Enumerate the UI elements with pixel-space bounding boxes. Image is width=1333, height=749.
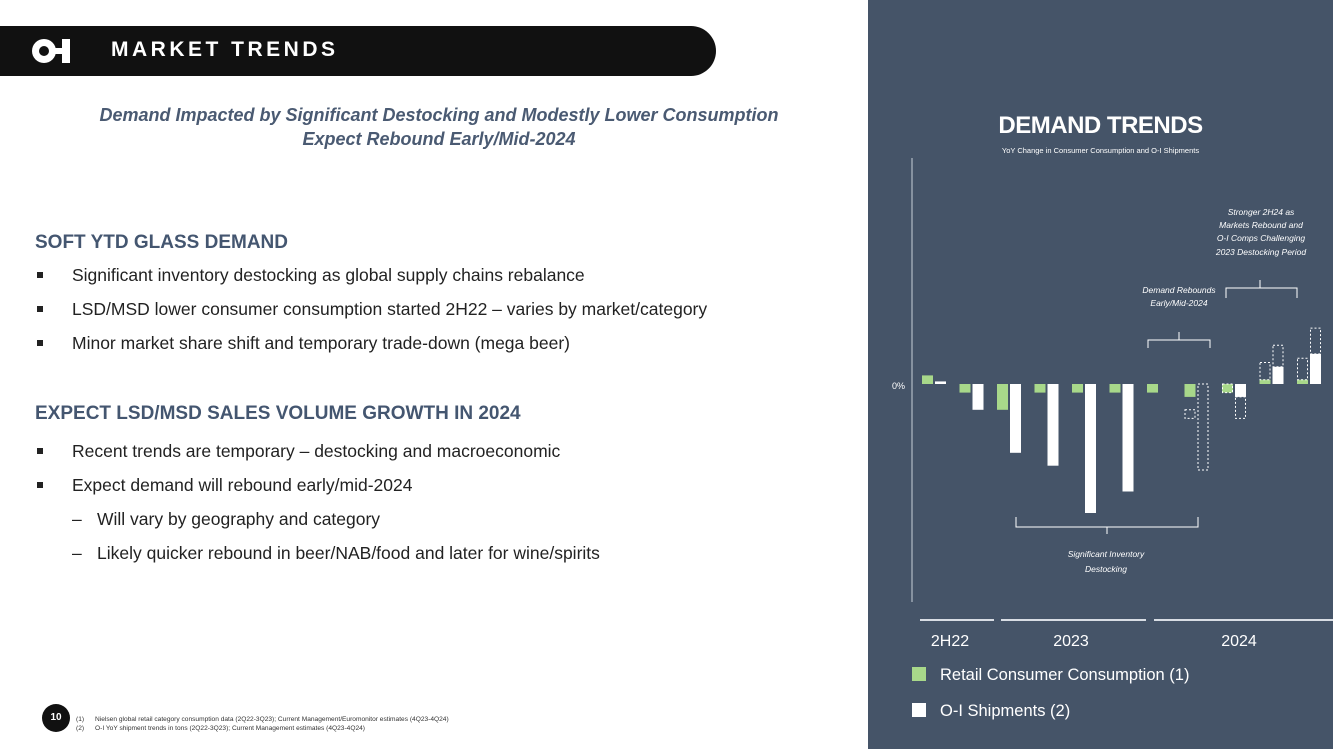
list-item <box>35 299 707 333</box>
x-group-label-2024: 2024 <box>1221 633 1257 650</box>
square-bullet-icon <box>37 272 43 278</box>
annotation-stronger-line2: Markets Rebound and <box>1219 220 1303 230</box>
legend-item-consumption <box>912 666 1189 685</box>
section-heading-soft-demand: SOFT YTD GLASS DEMAND <box>35 232 288 253</box>
demand-trends-chart <box>868 0 1333 749</box>
x-group-label-2h22: 2H22 <box>930 633 970 650</box>
sub-list-item <box>35 543 600 577</box>
consumption-bar <box>997 384 1008 410</box>
legend-swatch-shipments <box>912 703 926 717</box>
bullet-text: Minor market share shift and temporary trade-down (mega beer) <box>72 333 570 353</box>
bullet-text: Significant inventory destocking as global supply chains rebalance <box>72 265 585 285</box>
shipment-bar <box>1273 367 1284 384</box>
legend-label: Retail Consumer Consumption (1) <box>940 666 1190 684</box>
volume-growth-bullet-list <box>35 441 600 577</box>
page-number-badge: 10 <box>42 704 70 732</box>
shipment-bar <box>1010 384 1021 453</box>
annotation-rebound-line1: Demand Rebounds <box>1142 285 1216 295</box>
bullet-text: Will vary by geography and category <box>97 509 381 529</box>
list-item <box>35 441 600 475</box>
consumption-bar <box>1222 384 1233 393</box>
rebound-bracket <box>1148 332 1210 348</box>
consumption-estimate-bar <box>1260 363 1270 380</box>
consumption-bar <box>960 384 971 393</box>
header-bar <box>0 26 716 76</box>
chart-subtitle: YoY Change in Consumer Consumption and O-I Shipments <box>1001 146 1200 155</box>
sub-list-item <box>35 509 600 543</box>
consumption-bar <box>1185 384 1196 397</box>
annotation-stronger-line4: 2023 Destocking Period <box>1215 247 1307 257</box>
shipment-estimate-bar <box>1273 345 1283 367</box>
bullet-text: Recent trends are temporary – destocking and macroeconomic <box>72 441 561 461</box>
consumption-bar <box>1260 380 1271 384</box>
footnote-1 <box>76 716 449 725</box>
stronger-2h24-bracket <box>1226 280 1297 298</box>
chart-title: DEMAND TRENDS <box>998 112 1203 139</box>
shipment-bar <box>973 384 984 410</box>
legend-label: O-I Shipments (2) <box>940 702 1071 720</box>
list-item <box>35 333 707 367</box>
shipment-bar <box>1235 384 1246 397</box>
consumption-estimate-bar <box>1185 410 1195 419</box>
bullet-text: LSD/MSD lower consumer consumption started 2H22 – varies by market/category <box>72 299 708 319</box>
consumption-bar <box>922 375 933 384</box>
dash-bullet: – <box>72 509 82 529</box>
square-bullet-icon <box>37 482 43 488</box>
subtitle-line-2: Expect Rebound Early/Mid-2024 <box>302 129 576 149</box>
subtitle-line-1: Demand Impacted by Significant Destocking and Modestly Lower Consumption <box>99 105 779 125</box>
oi-logo-icon <box>30 37 90 65</box>
square-bullet-icon <box>37 448 43 454</box>
shipment-bar <box>935 381 946 384</box>
zero-tick-label: 0% <box>892 381 906 391</box>
annotation-destocking-line2: Destocking <box>1084 564 1128 574</box>
footnote-number: (2) <box>76 724 85 732</box>
bullet-text: Likely quicker rebound in beer/NAB/food and later for wine/spirits <box>97 543 600 563</box>
shipment-bar <box>1123 384 1134 492</box>
slide-subtitle <box>20 103 858 151</box>
footnote-text: Nielsen global retail category consumption data (2Q22-3Q23); Current Management/Euromonitor estimates (4Q23-4Q24) <box>95 716 449 723</box>
legend-swatch-consumption <box>912 667 926 681</box>
shipment-bar <box>1310 354 1321 384</box>
section-heading-volume-growth: EXPECT LSD/MSD SALES VOLUME GROWTH IN 2024 <box>35 403 521 424</box>
footnote-2 <box>76 725 449 734</box>
square-bullet-icon <box>37 306 43 312</box>
bar-group <box>922 315 1333 513</box>
consumption-bar <box>1297 380 1308 384</box>
legend-item-shipments <box>912 702 1070 721</box>
page-title: MARKET TRENDS <box>111 38 339 61</box>
footnotes <box>76 716 449 733</box>
annotation-rebound-line2: Early/Mid-2024 <box>1150 298 1208 308</box>
shipment-estimate-bar <box>1311 328 1321 354</box>
footnote-number: (1) <box>76 716 85 723</box>
footnote-text: O-I YoY shipment trends in tons (2Q22-3Q23); Current Management estimates (4Q23-4Q24) <box>95 724 365 732</box>
dash-bullet: – <box>72 543 82 563</box>
consumption-bar <box>1035 384 1046 393</box>
annotation-stronger-line1: Stronger 2H24 as <box>1227 207 1295 217</box>
chart-panel <box>868 0 1333 749</box>
consumption-bar <box>1110 384 1121 393</box>
destocking-bracket <box>1016 517 1198 534</box>
shipment-estimate-bar <box>1236 397 1246 419</box>
bullet-text: Expect demand will rebound early/mid-2024 <box>72 475 413 495</box>
list-item <box>35 475 600 509</box>
consumption-bar <box>1072 384 1083 393</box>
soft-demand-bullet-list <box>35 265 707 367</box>
consumption-estimate-bar <box>1298 358 1308 380</box>
shipment-estimate-bar <box>1198 384 1208 470</box>
annotation-stronger-line3: O-I Comps Challenging <box>1216 233 1306 243</box>
shipment-bar <box>1048 384 1059 466</box>
consumption-bar <box>1147 384 1158 393</box>
list-item <box>35 265 707 299</box>
square-bullet-icon <box>37 340 43 346</box>
x-group-label-2023: 2023 <box>1053 633 1089 650</box>
annotation-destocking-line1: Significant Inventory <box>1067 549 1145 559</box>
shipment-bar <box>1085 384 1096 513</box>
